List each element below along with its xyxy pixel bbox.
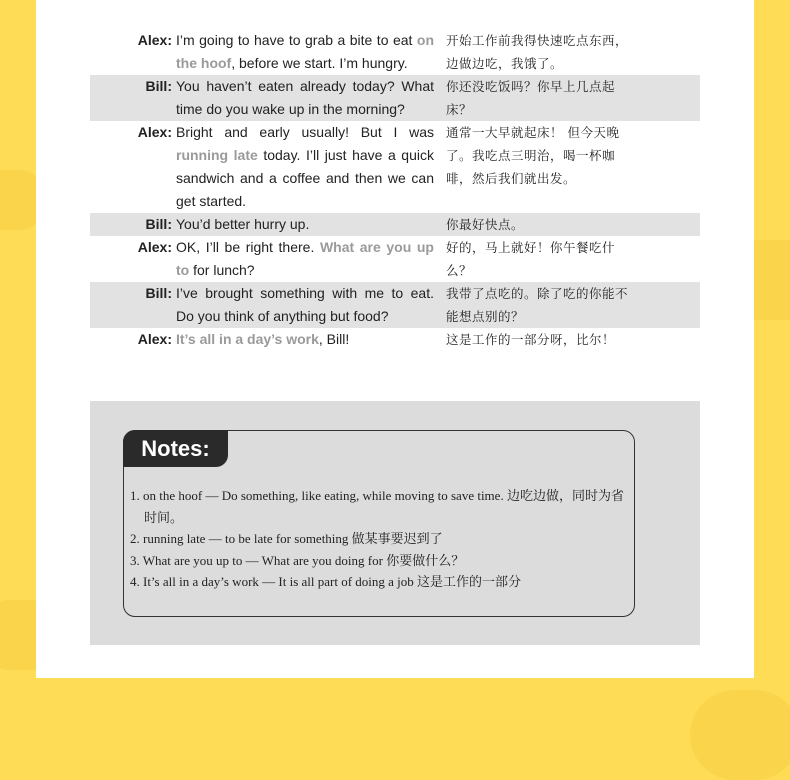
notes-box (123, 430, 635, 617)
notes-title: Notes: (123, 430, 228, 467)
dialogue-table (90, 29, 700, 351)
speaker-name: Bill: (145, 78, 172, 94)
chinese-translation: 开始工作前我得快速吃点东西，边做边吃，我饿了。 (446, 33, 629, 71)
speaker-name: Bill: (145, 285, 172, 301)
note-item: 1. on the hoof — Do something, like eating, while moving to save time. 边吃边做，同时为省时间。 (130, 488, 624, 525)
english-line (176, 121, 434, 213)
line-text: , before we start. I’m hungry. (231, 55, 408, 71)
english-line (176, 236, 434, 282)
line-text: for lunch? (189, 262, 255, 278)
speaker-name: Alex: (137, 331, 172, 347)
notes-list (130, 485, 630, 593)
chinese-translation: 好的，马上就好！你午餐吃什么？ (446, 240, 616, 278)
line-text: I’ve brought something with me to eat. Do you think of anything but food? (176, 285, 434, 324)
background-decoration (0, 170, 40, 230)
highlighted-phrase: on the hoof (176, 32, 434, 71)
chinese-translation: 你还没吃饭吗？你早上几点起床？ (446, 79, 616, 117)
english-line (176, 75, 434, 121)
note-item: 3. What are you up to — What are you doing for 你要做什么？ (130, 552, 465, 568)
speaker-name: Alex: (137, 32, 172, 48)
highlighted-phrase: running late (176, 147, 258, 163)
dialogue-row (90, 282, 700, 328)
page-sheet (36, 0, 754, 678)
chinese-translation: 通常一大早就起床！ 但今天晚了。我吃点三明治，喝一杯咖啡，然后我们就出发。 (446, 125, 620, 186)
english-line (176, 282, 434, 328)
chinese-translation: 你最好快点。 (446, 217, 525, 232)
highlighted-phrase: It’s all in a day’s work (176, 331, 319, 347)
note-item: 2. running late — to be late for something 做某事要迟到了 (130, 531, 443, 546)
notes-panel (90, 401, 700, 645)
english-line (176, 328, 434, 351)
speaker-name: Alex: (137, 239, 172, 255)
dialogue-row (90, 75, 700, 121)
english-line (176, 213, 434, 236)
chinese-translation: 这是工作的一部分呀，比尔！ (446, 332, 616, 347)
note-item: 4. It’s all in a day’s work — It is all part of doing a job 这是工作的一部分 (130, 574, 522, 589)
speaker-name: Bill: (145, 216, 172, 232)
highlighted-phrase: What are you up to (176, 239, 434, 278)
dialogue-row (90, 29, 700, 75)
line-text: , Bill! (318, 331, 350, 347)
dialogue-row (90, 121, 700, 213)
line-text: You’d better hurry up. (176, 216, 310, 232)
dialogue-row (90, 236, 700, 282)
chinese-translation: 我带了点吃的。除了吃的你能不能想点别的？ (446, 286, 629, 324)
line-text: You haven’t eaten already today? What time do you wake up in the morning? (176, 78, 434, 117)
line-text: I’m going to have to grab a bite to eat (176, 32, 417, 48)
background-decoration (690, 690, 790, 780)
english-line (176, 29, 434, 75)
line-text: Bright and early usually! But I was (176, 124, 434, 140)
dialogue-row (90, 213, 700, 236)
speaker-name: Alex: (137, 124, 172, 140)
line-text: today. I’ll just have a quick sandwich and a coffee and then we can get started. (176, 147, 434, 209)
dialogue-row (90, 328, 700, 351)
line-text: OK, I’ll be right there. (176, 239, 320, 255)
